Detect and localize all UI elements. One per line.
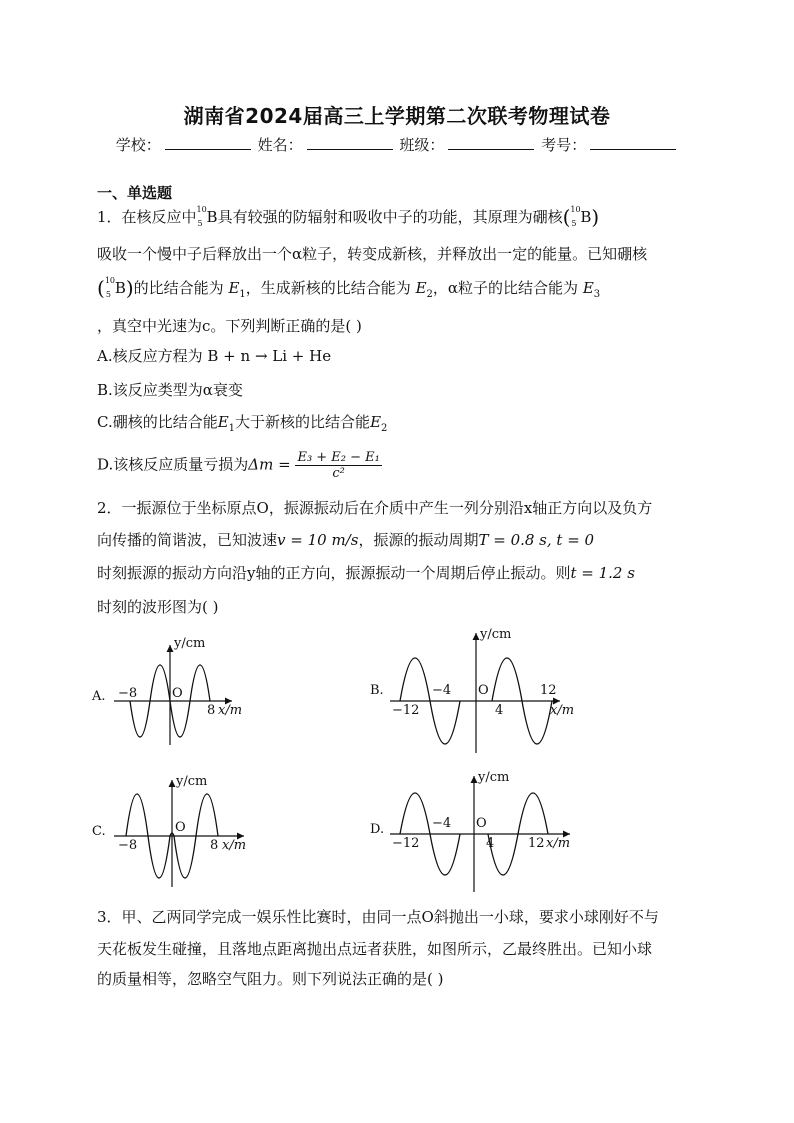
- x-axis-label: x/m: [546, 836, 571, 851]
- q1-line3: ( 10 5 B)的比结合能为 $E_1$，生成新核的比结合能为 $E_2$，α粒子的比结合能为 $E_3$: [97, 276, 601, 300]
- q1-text: 1．在核反应中: [97, 208, 197, 226]
- origin-label: O: [478, 683, 489, 698]
- y-axis-label: y/cm: [478, 770, 510, 785]
- option-c-text: 大于新核的比结合能: [235, 413, 371, 431]
- E2-subscript: 2: [426, 289, 433, 300]
- school-label: 学校：: [115, 136, 161, 154]
- school-blank[interactable]: [165, 137, 251, 150]
- graph-c[interactable]: [92, 772, 312, 892]
- q1-text: 的比结合能为: [133, 279, 224, 297]
- origin-label: O: [476, 816, 487, 831]
- option-label-b: B.: [370, 683, 384, 698]
- number-label: 考号：: [541, 136, 587, 154]
- graph-d-svg: [370, 770, 590, 895]
- tick-label: −8: [118, 686, 138, 701]
- boron-nuclide: 10 5: [196, 205, 207, 228]
- y-axis-arrow: [169, 780, 176, 787]
- option-label-a: A.: [92, 689, 106, 704]
- boron-symbol: B: [580, 208, 592, 226]
- tick-label: 4: [495, 703, 504, 718]
- q1-option-a[interactable]: [97, 346, 331, 366]
- q1-text: B具有较强的防辐射和吸收中子的功能，其原理为硼核: [206, 208, 563, 226]
- tick-label: −4: [432, 683, 452, 698]
- E3-symbol: E: [582, 279, 594, 297]
- class-blank[interactable]: [448, 137, 534, 150]
- y-axis-arrow: [471, 776, 478, 783]
- q1-line1: 1．在核反应中 10 5 B具有较强的防辐射和吸收中子的功能，其原理为硼核( 10 5 B): [97, 205, 600, 229]
- x-axis-label: x/m: [550, 703, 575, 718]
- tick-label: 8: [210, 838, 219, 853]
- class-label: 班级：: [399, 136, 445, 154]
- q1-option-c[interactable]: [97, 412, 387, 439]
- E1-symbol: E: [228, 279, 240, 297]
- tick-label: −12: [392, 703, 420, 718]
- q2-line1: 2．一振源位于坐标原点O，振源振动后在介质中产生一列分别沿x轴正方向以及负方: [97, 499, 653, 517]
- q1-line2: 吸收一个慢中子后释放出一个α粒子，转变成新核，并释放出一定的能量。已知硼核: [97, 245, 648, 263]
- E1-subscript: 1: [239, 289, 246, 300]
- boron-symbol: B: [114, 279, 126, 297]
- q1-text: ，α粒子的比结合能为: [432, 279, 579, 297]
- time-value: t = 1.2 s: [570, 564, 635, 582]
- q1-line4: ，真空中光速为c。下列判断正确的是( ): [97, 317, 362, 335]
- origin-label: O: [175, 820, 186, 835]
- q2-text: ，振源的振动周期: [358, 531, 479, 549]
- tick-label: −8: [118, 838, 138, 853]
- q3-line3: 的质量相等，忽略空气阻力。则下列说法正确的是( ): [97, 970, 444, 988]
- y-axis-label: y/cm: [174, 636, 206, 651]
- E2-symbol: E: [370, 413, 382, 431]
- section-heading: 一、单选题: [97, 184, 173, 202]
- wave-speed: v = 10 m/s: [277, 531, 359, 549]
- name-blank[interactable]: [307, 137, 393, 150]
- graph-a[interactable]: [92, 633, 312, 753]
- q3-line2: 天花板发生碰撞，且落地点距离抛出点远者获胜，如图所示，乙最终胜出。已知小球: [97, 940, 653, 958]
- E1-subscript: 1: [228, 423, 236, 434]
- page-title: 湖南省2024届高三上学期第二次联考物理试卷: [183, 104, 611, 128]
- option-a-equation: B + n → Li + He: [207, 347, 332, 365]
- q2-line2: [97, 530, 594, 550]
- boron-nuclide: 10 5: [104, 276, 115, 299]
- fraction-numerator: E₃ + E₂ − E₁: [297, 450, 380, 465]
- fraction-denominator: c²: [332, 466, 345, 481]
- tick-label: −12: [392, 836, 420, 851]
- origin-label: O: [172, 686, 183, 701]
- tick-label: 12: [540, 683, 557, 698]
- E1-symbol: E: [217, 413, 229, 431]
- x-axis-label: x/m: [222, 838, 247, 853]
- graph-c-svg: [92, 772, 312, 892]
- q1-text: ，生成新核的比结合能为: [245, 279, 411, 297]
- graph-d[interactable]: [370, 770, 590, 895]
- y-axis-arrow: [167, 645, 174, 652]
- option-label-d: D.: [370, 822, 385, 837]
- option-a-text: A.核反应方程为: [97, 347, 203, 365]
- tick-label: 12: [528, 836, 545, 851]
- y-axis-arrow: [473, 633, 480, 640]
- name-label: 姓名：: [257, 136, 303, 154]
- tick-label: −4: [432, 816, 452, 831]
- E2-subscript: 2: [381, 423, 388, 434]
- y-axis-label: y/cm: [480, 627, 512, 642]
- tick-label: 4: [486, 836, 495, 851]
- q1-option-d[interactable]: [97, 450, 382, 481]
- student-info-row: [0, 134, 794, 155]
- q2-line3: [97, 563, 635, 583]
- E3-subscript: 3: [593, 289, 601, 300]
- q2-text: 时刻振源的振动方向沿y轴的正方向，振源振动一个周期后停止振动。则: [97, 564, 571, 582]
- q1-option-b[interactable]: B.该反应类型为α衰变: [97, 381, 243, 399]
- number-blank[interactable]: [590, 137, 676, 150]
- boron-nuclide: 10 5: [570, 205, 581, 228]
- option-label-c: C.: [92, 824, 106, 839]
- q2-line4: 时刻的波形图为( ): [97, 598, 219, 616]
- graph-b[interactable]: [370, 625, 590, 755]
- x-axis-label: x/m: [218, 703, 243, 718]
- q3-line1: 3．甲、乙两同学完成一娱乐性比赛时，由同一点O斜抛出一小球，要求小球刚好不与: [97, 908, 659, 926]
- delta-m: Δm =: [248, 455, 291, 474]
- E2-symbol: E: [415, 279, 427, 297]
- option-d-text: D.该核反应质量亏损为: [97, 455, 249, 474]
- period-time: T = 0.8 s, t = 0: [478, 531, 595, 549]
- tick-label: 8: [207, 703, 216, 718]
- y-axis-label: y/cm: [176, 774, 208, 789]
- option-c-text: C.硼核的比结合能: [97, 413, 218, 431]
- mass-defect-fraction: [295, 450, 381, 481]
- q2-text: 向传播的简谐波，已知波速: [97, 531, 278, 549]
